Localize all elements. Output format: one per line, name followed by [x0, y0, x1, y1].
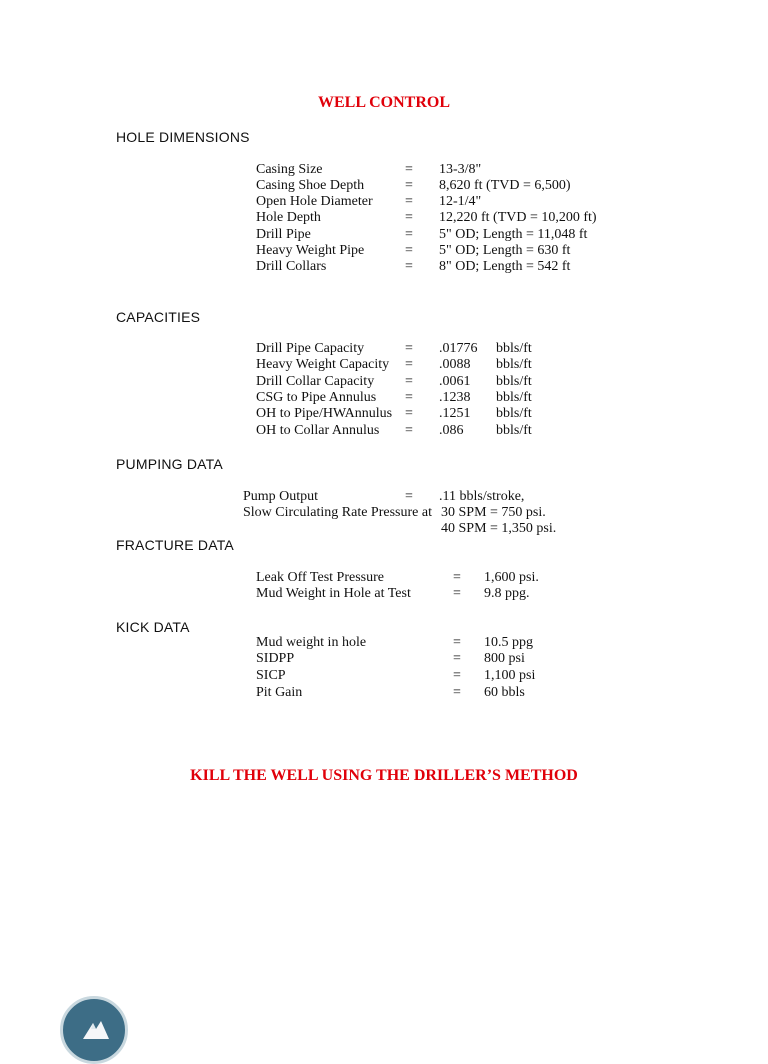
- row-equals: =: [405, 341, 413, 356]
- row-label: Hole Depth: [256, 210, 321, 225]
- document-title: WELL CONTROL: [317, 94, 451, 111]
- row-value: 8" OD; Length = 542 ft: [439, 259, 571, 274]
- row-label: SIDPP: [256, 651, 295, 666]
- row-value: 1,100 psi: [484, 668, 536, 683]
- section-heading-capacities: CAPACITIES: [116, 309, 201, 325]
- row-label: Heavy Weight Pipe: [256, 243, 365, 258]
- row-unit: bbls/ft: [496, 357, 532, 372]
- section-heading-pumping-data: PUMPING DATA: [116, 456, 223, 472]
- row-label: Casing Size: [256, 162, 323, 177]
- row-unit: bbls/ft: [496, 390, 532, 405]
- row-value: 9.8 ppg.: [484, 586, 530, 601]
- instruction-heading: KILL THE WELL USING THE DRILLER’S METHOD: [190, 767, 578, 784]
- row-label: Open Hole Diameter: [256, 194, 373, 209]
- row-label: Pit Gain: [256, 685, 303, 700]
- row-unit: bbls/ft: [496, 423, 532, 438]
- section-heading-fracture-data: FRACTURE DATA: [116, 537, 234, 553]
- row-equals: =: [405, 210, 413, 225]
- row-label: Leak Off Test Pressure: [256, 570, 384, 585]
- row-equals: =: [405, 227, 413, 242]
- row-value: .1238: [439, 390, 471, 405]
- row-equals: =: [453, 685, 461, 700]
- row-equals: =: [405, 374, 413, 389]
- row-label: Mud Weight in Hole at Test: [256, 586, 411, 601]
- row-value: 60 bbls: [484, 685, 525, 700]
- row-label: Drill Pipe Capacity: [256, 341, 365, 356]
- row-equals: =: [453, 635, 461, 650]
- row-label: SICP: [256, 668, 286, 683]
- logo-mark-icon: [63, 999, 125, 1061]
- row-value: .11 bbls/stroke,: [439, 489, 525, 504]
- row-value: .0061: [439, 374, 471, 389]
- row-label: OH to Collar Annulus: [256, 423, 380, 438]
- row-label: Drill Collars: [256, 259, 327, 274]
- company-logo-icon: [60, 996, 128, 1064]
- row-label: Drill Pipe: [256, 227, 311, 242]
- row-value: 5" OD; Length = 630 ft: [439, 243, 571, 258]
- row-value: 800 psi: [484, 651, 525, 666]
- section-heading-kick-data: KICK DATA: [116, 619, 190, 635]
- row-equals: =: [453, 651, 461, 666]
- row-value: 30 SPM = 750 psi.: [441, 505, 546, 520]
- row-value: 40 SPM = 1,350 psi.: [441, 521, 557, 536]
- row-equals: =: [405, 423, 413, 438]
- row-unit: bbls/ft: [496, 406, 532, 421]
- row-value: 5" OD; Length = 11,048 ft: [439, 227, 588, 242]
- section-heading-hole-dimensions: HOLE DIMENSIONS: [116, 129, 250, 145]
- row-equals: =: [405, 357, 413, 372]
- row-label: Drill Collar Capacity: [256, 374, 375, 389]
- row-label: Pump Output: [243, 489, 319, 504]
- row-equals: =: [453, 570, 461, 585]
- row-equals: =: [405, 178, 413, 193]
- row-label: OH to Pipe/HWAnnulus: [256, 406, 393, 421]
- row-equals: =: [405, 489, 413, 504]
- row-unit: bbls/ft: [496, 374, 532, 389]
- row-equals: =: [405, 259, 413, 274]
- row-value: .086: [439, 423, 464, 438]
- row-equals: =: [405, 406, 413, 421]
- row-value: 10.5 ppg: [484, 635, 533, 650]
- row-label: CSG to Pipe Annulus: [256, 390, 377, 405]
- row-label: Casing Shoe Depth: [256, 178, 365, 193]
- row-equals: =: [453, 668, 461, 683]
- row-unit: bbls/ft: [496, 341, 532, 356]
- row-value: .1251: [439, 406, 471, 421]
- row-equals: =: [405, 243, 413, 258]
- row-value: .0088: [439, 357, 471, 372]
- row-equals: =: [405, 194, 413, 209]
- row-equals: =: [453, 586, 461, 601]
- row-value: 1,600 psi.: [484, 570, 539, 585]
- row-label: Slow Circulating Rate Pressure at: [243, 505, 432, 520]
- row-equals: =: [405, 162, 413, 177]
- row-label: Heavy Weight Capacity: [256, 357, 390, 372]
- row-value: .01776: [439, 341, 478, 356]
- row-value: 8,620 ft (TVD = 6,500): [439, 178, 571, 193]
- row-equals: =: [405, 390, 413, 405]
- row-value: 12,220 ft (TVD = 10,200 ft): [439, 210, 597, 225]
- row-value: 13-3/8": [439, 162, 482, 177]
- row-value: 12-1/4": [439, 194, 482, 209]
- row-label: Mud weight in hole: [256, 635, 367, 650]
